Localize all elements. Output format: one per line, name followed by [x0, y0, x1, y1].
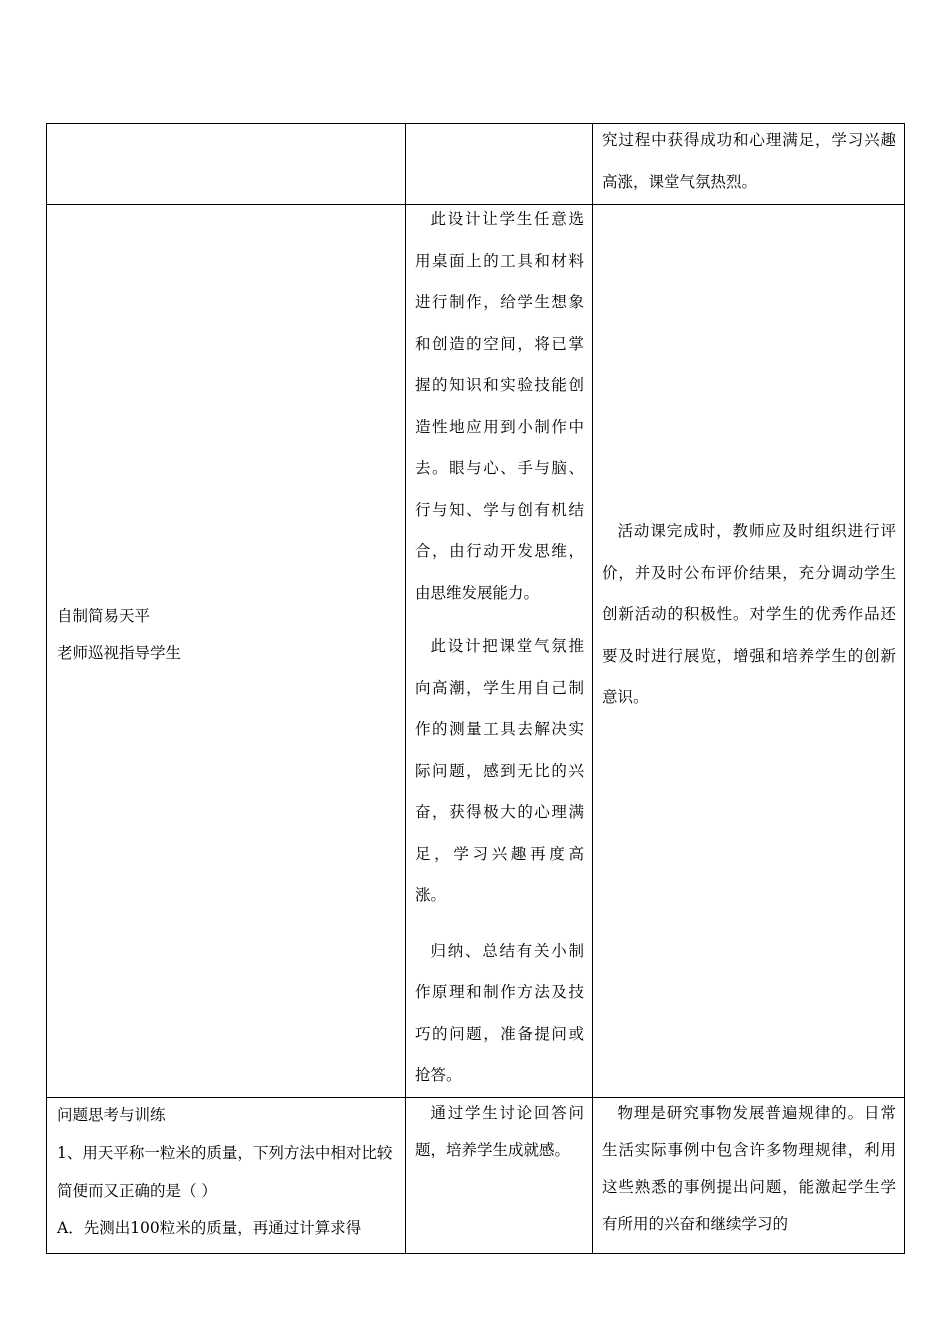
discussion-text: 通过学生讨论回答问题，培养学生成就感。 [415, 1103, 584, 1159]
lesson-plan-table [46, 123, 905, 1254]
row1-col3-text: 究过程中获得成功和心理满足，学习兴趣高涨，课堂气氛热烈。 [602, 131, 896, 191]
section-title: 问题思考与训练 [57, 1105, 166, 1124]
activity-title: 自制简易天平 [57, 607, 151, 625]
row2-col3-cell [593, 205, 905, 1098]
row2-col2-cell [406, 205, 593, 1098]
design-intent-para1: 此设计让学生任意选用桌面上的工具和材料进行制作，给学生想象和创造的空间，将已掌握的知识和实验技能创造性地应用到小制作中去。眼与心、手与脑、行与知、学与创有机结合，由行动开发思维，由思维发展能力。 [415, 210, 584, 602]
row3-col1-cell [47, 1097, 406, 1253]
row2-col1-cell [47, 205, 406, 1098]
question-1: 1、用天平称一粒米的质量，下列方法中相对比较简便而又正确的是（ ） [57, 1143, 393, 1200]
table-row [47, 205, 905, 1098]
row1-col3-cell [593, 124, 905, 205]
row3-col3-cell [593, 1097, 905, 1253]
table-row [47, 1097, 905, 1253]
evaluation-text: 活动课完成时，教师应及时组织进行评价，并及时公布评价结果，充分调动学生创新活动的积极性。对学生的优秀作品还要及时进行展览，增强和培养学生的创新意识。 [602, 522, 896, 707]
row1-col2-cell [406, 124, 593, 205]
physics-rationale-text: 物理是研究事物发展普遍规律的。日常生活实际事例中包含许多物理规律，利用这些熟悉的事例提出问题，能激起学生学有所用的兴奋和继续学习的 [602, 1103, 896, 1233]
row3-col2-cell [406, 1097, 593, 1253]
activity-subtitle: 老师巡视指导学生 [57, 644, 182, 662]
question-1-option-a: A．先测出100粒米的质量，再通过计算求得 [57, 1218, 362, 1237]
design-intent-para2: 此设计把课堂气氛推向高潮，学生用自己制作的测量工具去解决实际问题，感到无比的兴奋，获得极大的心理满足，学习兴趣再度高涨。 [415, 637, 584, 904]
table-row [47, 124, 905, 205]
design-intent-para3: 归纳、总结有关小制作原理和制作方法及技巧的问题，准备提问或抢答。 [415, 941, 584, 1084]
row1-col1-cell [47, 124, 406, 205]
